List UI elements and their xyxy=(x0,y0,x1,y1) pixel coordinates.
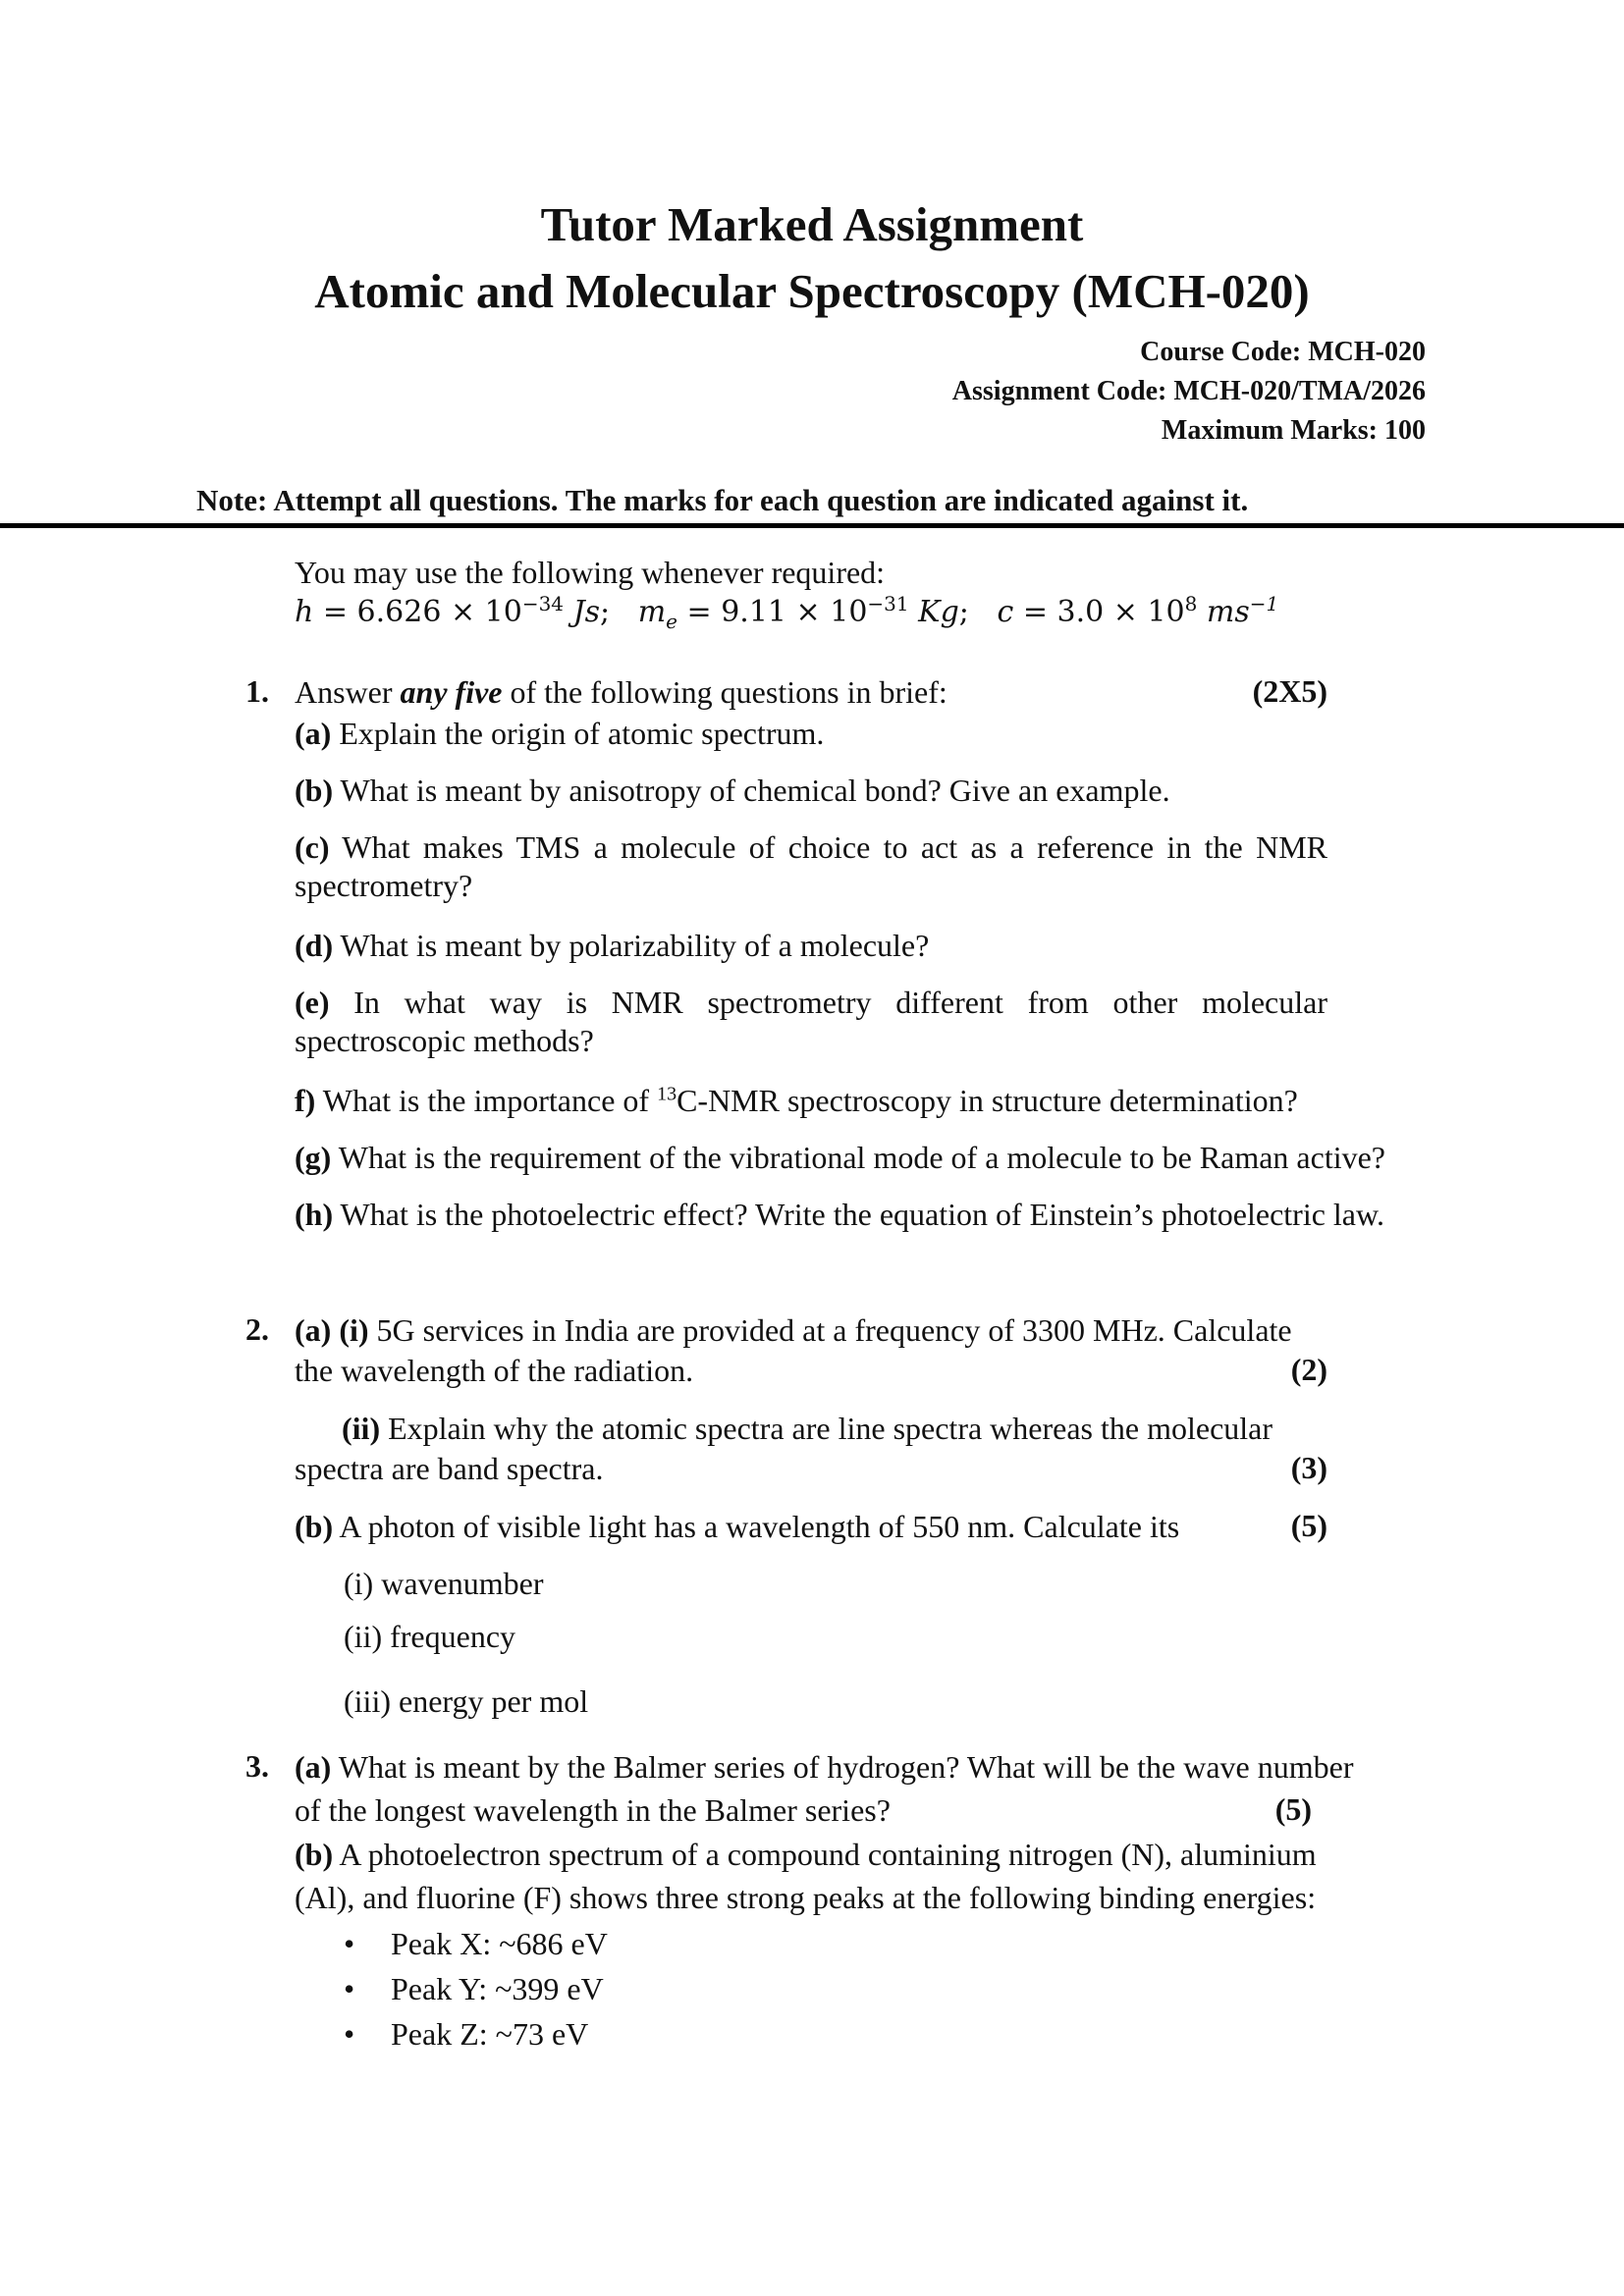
q1-stem-post: of the following questions in brief: xyxy=(502,674,947,710)
me-unit: Kg xyxy=(908,595,959,629)
q2-a-ii-marks: (3) xyxy=(1290,1450,1327,1485)
q2-b-marks: (5) xyxy=(1290,1508,1327,1543)
q1-part-h xyxy=(295,1194,1384,1236)
q1-b-text: What is meant by anisotropy of chemical bond? Give an example. xyxy=(333,773,1170,808)
q1-g-label: (g) xyxy=(295,1140,332,1175)
separator: ; xyxy=(958,595,969,629)
h-exponent: −34 xyxy=(521,592,565,615)
q2-part-a-ii-line2: spectra are band spectra. xyxy=(295,1451,604,1486)
horizontal-rule xyxy=(0,523,1624,528)
q1-stem-emphasis: any five xyxy=(400,674,503,710)
q1-g-text: What is the requirement of the vibrational mode of a molecule to be Raman active? xyxy=(331,1140,1385,1175)
q1-e-label: (e) xyxy=(295,985,330,1020)
maximum-marks: Maximum Marks: 100 xyxy=(1161,415,1426,446)
q2-part-a-i-line2: the wavelength of the radiation. xyxy=(295,1353,694,1388)
question-1-stem xyxy=(295,671,947,714)
q3-part-b-line1 xyxy=(295,1834,1317,1876)
q1-c-text-1: What makes TMS a molecule of choice to act as a reference in the NMR xyxy=(329,829,1327,865)
q3-b-label: (b) xyxy=(295,1837,334,1872)
course-code: Course Code: MCH-020 xyxy=(1140,337,1426,367)
q1-f-text-pre: What is the importance of xyxy=(315,1083,658,1118)
q2-b-i: (i) wavenumber xyxy=(344,1566,544,1601)
q1-b-label: (b) xyxy=(295,773,334,808)
me-subscript: e xyxy=(666,610,678,633)
q3-a-marks: (5) xyxy=(1274,1791,1312,1827)
c-unit-exponent: −1 xyxy=(1249,592,1279,615)
note-line: Note: Attempt all questions. The marks for each question are indicated against it. xyxy=(196,483,1249,517)
q1-part-b xyxy=(295,770,1170,812)
q1-c-label: (c) xyxy=(295,829,330,865)
bullet-icon: • xyxy=(344,2016,355,2052)
q1-a-text: Explain the origin of atomic spectrum. xyxy=(331,716,825,751)
q2-b-text: A photon of visible light has a wavelength of 550 nm. Calculate its xyxy=(333,1509,1180,1544)
q1-part-e-line2: spectroscopic methods? xyxy=(295,1023,594,1058)
q1-part-c-line1 xyxy=(295,827,1327,868)
q2-a-i-label: (i) xyxy=(339,1312,369,1348)
q3-part-a-line1 xyxy=(295,1746,1353,1789)
peak-y: Peak Y: ~399 eV xyxy=(391,1971,604,2006)
q1-h-label: (h) xyxy=(295,1197,334,1232)
q1-part-c-line2: spectrometry? xyxy=(295,868,473,903)
h-unit: Js xyxy=(564,595,600,629)
q2-part-a-i-line1 xyxy=(295,1309,1292,1352)
question-1-marks: (2X5) xyxy=(1252,673,1327,709)
c-unit: ms xyxy=(1197,595,1250,629)
q2-a-label: (a) xyxy=(295,1312,332,1348)
q3-part-b-line2: (Al), and fluorine (F) shows three strong peaks at the following binding energies: xyxy=(295,1880,1317,1915)
q1-part-d xyxy=(295,925,929,967)
separator: ; xyxy=(600,595,611,629)
q1-a-label: (a) xyxy=(295,716,332,751)
q1-f-superscript: 13 xyxy=(657,1083,677,1105)
q1-h-text: What is the photoelectric effect? Write the equation of Einstein’s photoelectric law. xyxy=(333,1197,1385,1232)
q2-a-i-text-1: 5G services in India are provided at a frequency of 3300 MHz. Calculate xyxy=(368,1312,1292,1348)
question-2-number: 2. xyxy=(245,1311,269,1347)
q2-a-ii-text-1: Explain why the atomic spectra are line spectra whereas the molecular xyxy=(380,1411,1273,1446)
q1-part-g xyxy=(295,1137,1385,1179)
q2-part-b xyxy=(295,1506,1179,1548)
title-line-1: Tutor Marked Assignment xyxy=(540,197,1084,251)
c-value: = 3.0 × 10 xyxy=(1013,595,1185,629)
assignment-code: Assignment Code: MCH-020/TMA/2026 xyxy=(951,376,1426,406)
constants-intro: You may use the following whenever required: xyxy=(295,555,886,590)
me-symbol: m xyxy=(637,595,667,629)
q2-a-i-marks: (2) xyxy=(1290,1352,1327,1387)
q2-b-ii: (ii) frequency xyxy=(344,1619,516,1654)
c-symbol: c xyxy=(997,595,1014,629)
bullet-icon: • xyxy=(344,1926,355,1961)
q1-f-text-post: C-NMR spectroscopy in structure determination? xyxy=(677,1083,1298,1118)
q1-d-label: (d) xyxy=(295,928,334,963)
me-exponent: −31 xyxy=(867,592,909,615)
q1-d-text: What is meant by polarizability of a molecule? xyxy=(333,928,930,963)
q3-a-label: (a) xyxy=(295,1749,332,1785)
question-3-number: 3. xyxy=(245,1748,269,1784)
q1-part-f xyxy=(295,1080,1298,1122)
q2-b-label: (b) xyxy=(295,1509,334,1544)
q1-f-label: f) xyxy=(295,1083,316,1118)
q1-stem-pre: Answer xyxy=(295,674,401,710)
h-value: = 6.626 × 10 xyxy=(313,595,522,629)
title-line-2: Atomic and Molecular Spectroscopy (MCH-020) xyxy=(314,264,1310,318)
q1-part-e-line1 xyxy=(295,982,1327,1023)
q3-a-text-1: What is meant by the Balmer series of hydrogen? What will be the wave number xyxy=(331,1749,1354,1785)
constants-formula xyxy=(295,593,1278,633)
h-symbol: h xyxy=(295,595,314,629)
q1-e-text-1: In what way is NMR spectrometry different from other molecular xyxy=(329,985,1327,1020)
me-value: = 9.11 × 10 xyxy=(677,595,868,629)
bullet-icon: • xyxy=(344,1971,355,2006)
peak-x: Peak X: ~686 eV xyxy=(391,1926,608,1961)
q2-a-ii-label: (ii) xyxy=(342,1411,381,1446)
c-exponent: 8 xyxy=(1184,592,1198,615)
question-1-number: 1. xyxy=(245,673,269,709)
q2-part-a-ii-line1 xyxy=(342,1408,1272,1450)
q1-part-a xyxy=(295,713,824,755)
q3-part-a-line2: of the longest wavelength in the Balmer series? xyxy=(295,1792,891,1828)
peak-z: Peak Z: ~73 eV xyxy=(391,2016,589,2052)
q2-b-iii: (iii) energy per mol xyxy=(344,1683,589,1719)
q3-b-text-1: A photoelectron spectrum of a compound containing nitrogen (N), aluminium xyxy=(333,1837,1317,1872)
